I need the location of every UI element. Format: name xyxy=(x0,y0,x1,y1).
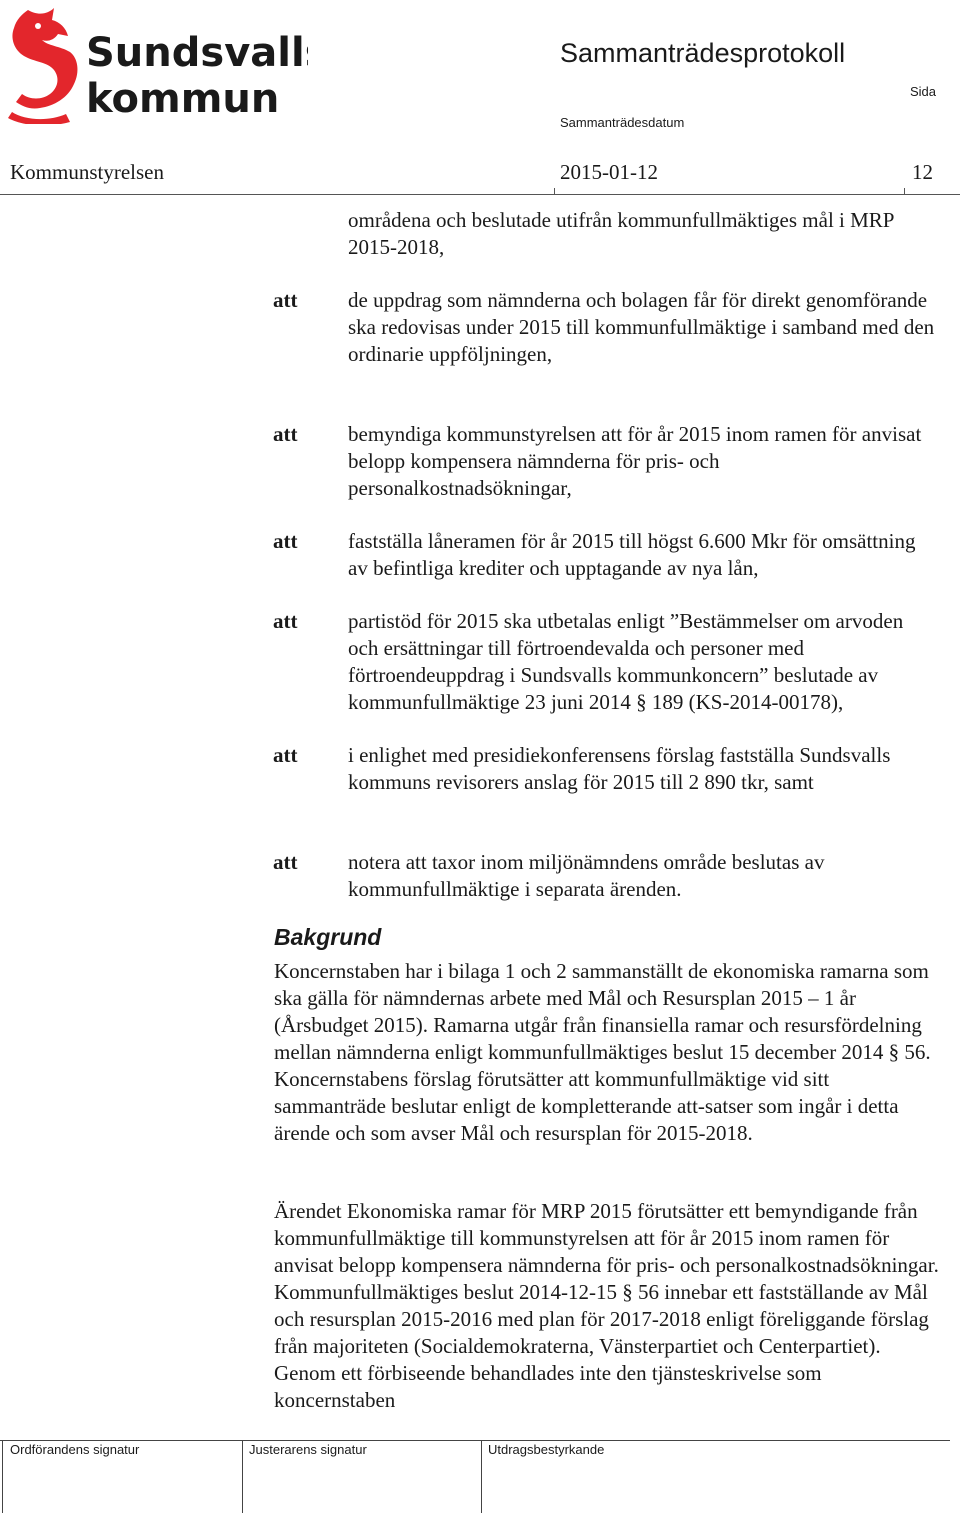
clause-keyword: att xyxy=(273,529,298,553)
header-divider-tick xyxy=(904,188,905,195)
meeting-date-label: Sammanträdesdatum xyxy=(560,115,685,130)
clause-text: partistöd för 2015 ska utbetalas enligt ”Bestämmelser om arvoden och ersättningar till förtroendevalda och personer med förtroendeuppdrag i Sundsvalls kommunkoncern” beslutade av kommunfullmäktige 23 juni 2014 § 189 (KS-2014-00178), xyxy=(348,609,904,714)
footer-divider xyxy=(0,1440,950,1441)
adjuster-signature-label: Justerarens signatur xyxy=(249,1442,367,1457)
footer-column-divider xyxy=(242,1440,243,1513)
clause-keyword: att xyxy=(273,422,298,446)
page-number: 12 xyxy=(912,160,933,184)
organization-name: Kommunstyrelsen xyxy=(10,160,164,184)
header-divider-tick xyxy=(554,188,555,195)
clause-text: de uppdrag som nämnderna och bolagen får för direkt genomförande ska redovisas under 2015 till kommunfullmäktige i samband med den ordinarie uppföljningen, xyxy=(348,288,935,366)
logo-line1: Sundsvalls xyxy=(86,30,308,76)
header-divider xyxy=(0,194,960,195)
body-paragraph: Ärendet Ekonomiska ramar för MRP 2015 förutsätter ett bemyndigande från kommunfullmäktige till kommunstyrelsen att för år 2015 inom ramen för anvisat belopp kompensera nämnderna för pris- och personalkostnadsökningar. Kommunfullmäktiges beslut 2014-12-15 § 56 innebar ett fastställande av Mål och resursplan 2015-2016 med plan för 2017-2018 enligt föreliggande förslag från majoriteten (Socialdemokraterna, Vänsterpartiet och Centerpartiet). Genom ett förbiseende behandlades inte den tjänsteskrivelse som koncernstaben xyxy=(274,1199,939,1412)
clause-keyword: att xyxy=(273,743,298,767)
chair-signature-label: Ordförandens signatur xyxy=(10,1442,140,1457)
footer-column-divider xyxy=(481,1440,482,1513)
document-title: Sammanträdesprotokoll xyxy=(560,38,846,68)
body-paragraph: Koncernstaben har i bilaga 1 och 2 sammanställt de ekonomiska ramarna som ska gälla för nämndernas arbete med Mål och Resursplan 2015 – 1 år (Årsbudget 2015). Ramarna utgår från finansiella ramar och resursfördelning mellan nämnderna enligt kommunfullmäktiges beslut 15 december 2014 § 56. Koncernstabens förslag förutsätter att kommunfullmäktige vid sitt sammanträde beslutar enligt de kompletterande att-satser som ingår i detta ärende och som avser Mål och resursplan för 2015-2018. xyxy=(274,959,931,1145)
clause-text: i enlighet med presidiekonferensens förslag fastställa Sundsvalls kommuns revisorers anslag för 2015 till 2 890 tkr, samt xyxy=(348,743,891,794)
clause-keyword: att xyxy=(273,609,298,633)
clause-keyword: att xyxy=(273,850,298,874)
extract-certification-label: Utdragsbestyrkande xyxy=(488,1442,605,1457)
logo-line2: kommun xyxy=(86,76,280,122)
clause-text: bemyndiga kommunstyrelsen att för år 2015 inom ramen för anvisat belopp kompensera nämnderna för pris- och personalkostnadsökningar, xyxy=(348,422,922,500)
footer-column-divider xyxy=(2,1440,3,1513)
clause-keyword: att xyxy=(273,288,298,312)
dragon-emblem-icon xyxy=(8,8,77,124)
clause-text: fastställa låneramen för år 2015 till högst 6.600 Mkr för omsättning av befintliga krediter och upptagande av nya lån, xyxy=(348,529,916,580)
clause-text: notera att taxor inom miljönämndens område beslutas av kommunfullmäktige i separata ärenden. xyxy=(348,850,825,901)
intro-text: områdena och beslutade utifrån kommunfullmäktiges mål i MRP 2015-2018, xyxy=(348,208,894,259)
meeting-date: 2015-01-12 xyxy=(560,160,658,184)
sundsvalls-kommun-logo xyxy=(8,6,308,124)
page-label: Sida xyxy=(910,84,937,99)
section-heading: Bakgrund xyxy=(274,924,382,950)
